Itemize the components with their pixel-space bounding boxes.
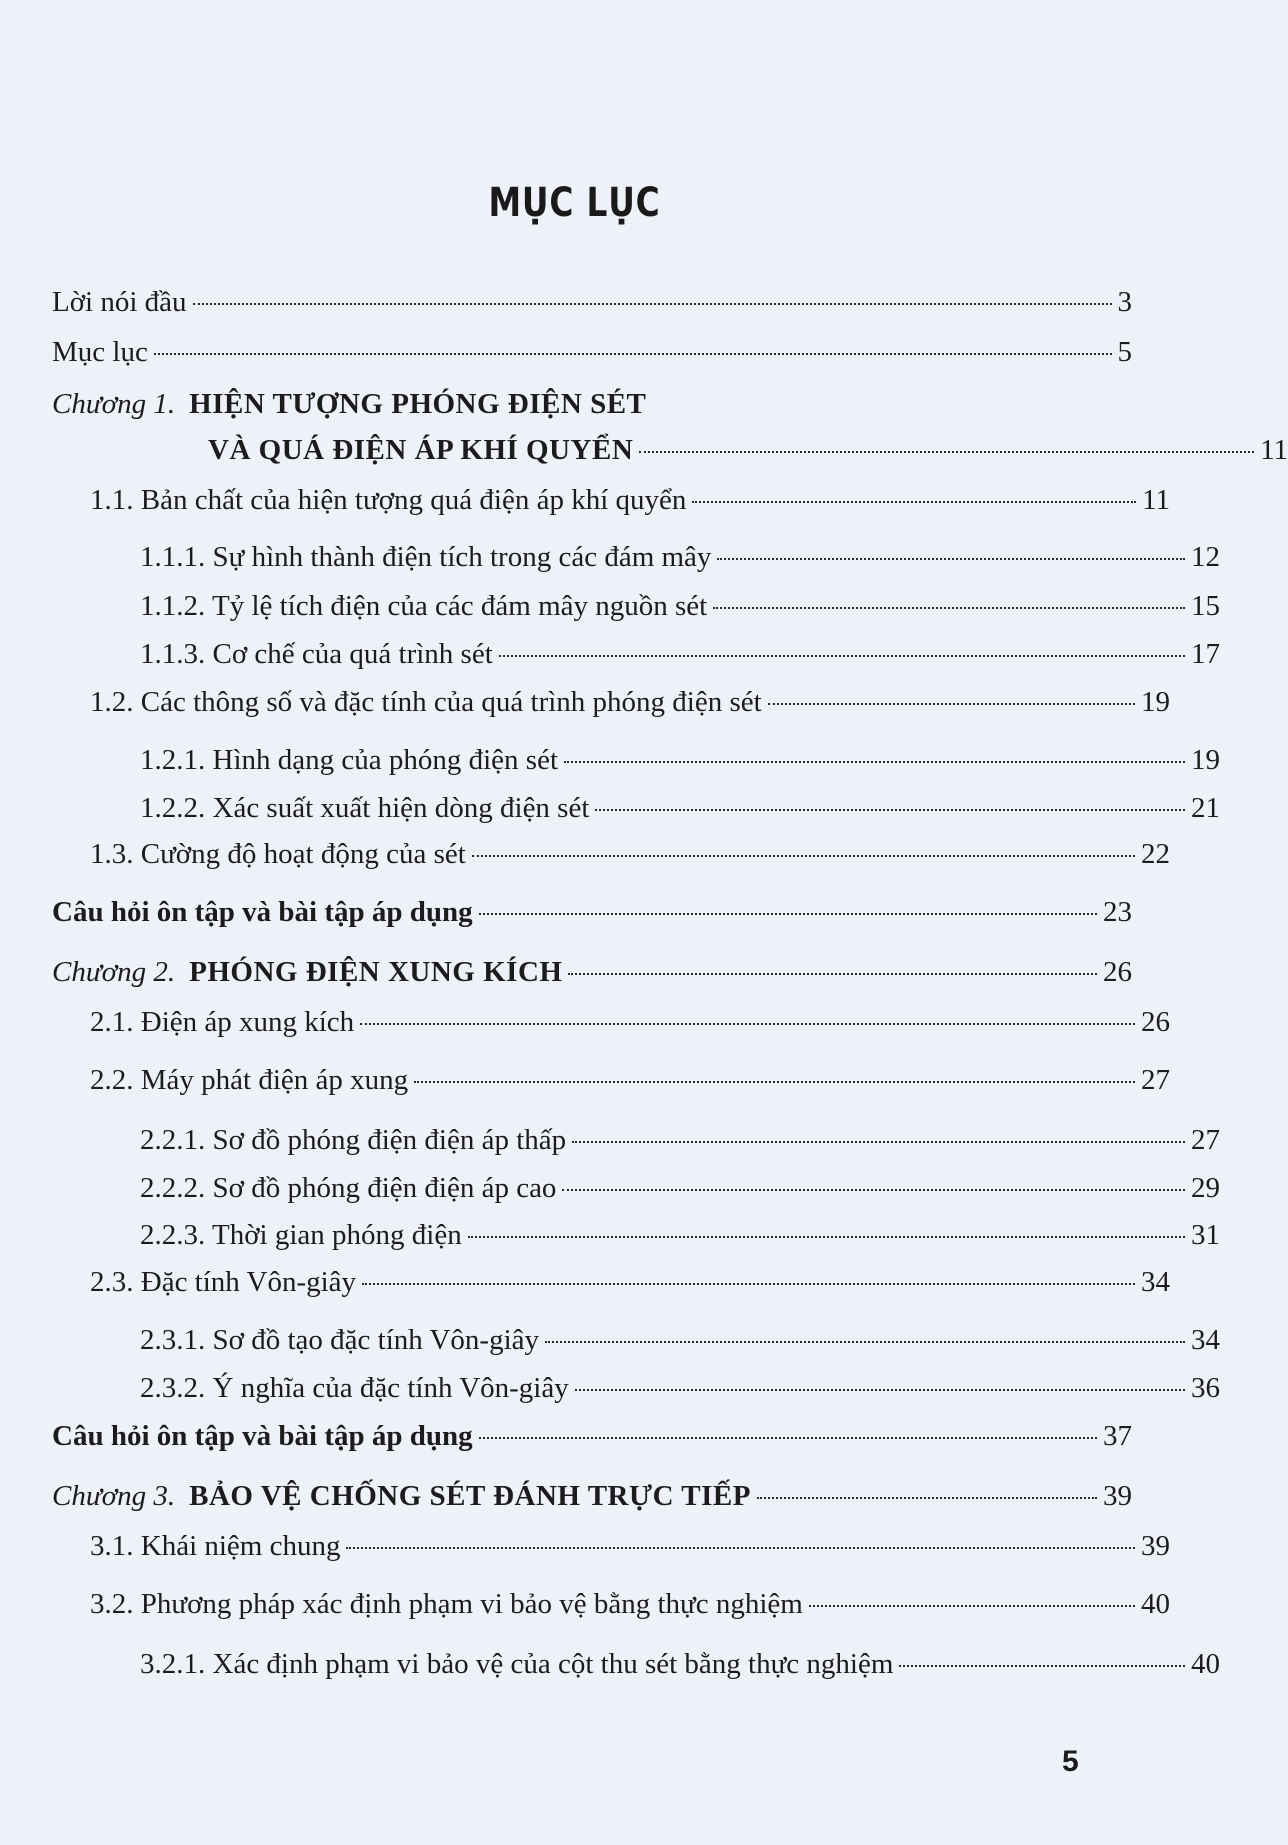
toc-page-number: 17 xyxy=(1191,638,1220,670)
dot-leader xyxy=(193,303,1112,305)
dot-leader xyxy=(479,913,1097,915)
toc-entry xyxy=(0,836,1170,872)
toc-page-number: 27 xyxy=(1191,1124,1220,1156)
toc-entry-text: 3.2.1. Xác định phạm vi bảo vệ của cột thu sét bằng thực nghiệm xyxy=(140,1648,894,1680)
toc-entry xyxy=(0,1004,1170,1040)
chapter-label: Chương 3. xyxy=(52,1480,176,1512)
toc-entry-text: 2.2. Máy phát điện áp xung xyxy=(90,1064,409,1096)
toc-page-number: 15 xyxy=(1191,590,1220,622)
chapter-title: HIỆN TƯỢNG PHÓNG ĐIỆN SÉT xyxy=(189,388,647,420)
dot-leader xyxy=(899,1665,1185,1667)
dot-leader xyxy=(562,1189,1185,1191)
toc-entry xyxy=(0,1122,1220,1158)
toc-entry xyxy=(0,742,1220,778)
toc-entry-text: 1.1.3. Cơ chế của quá trình sét xyxy=(140,638,493,670)
toc-entry-text: 2.3.2. Ý nghĩa của đặc tính Vôn-giây xyxy=(140,1372,569,1404)
toc-entry-text: 2.2.3. Thời gian phóng điện xyxy=(140,1219,462,1251)
toc-chapter-heading xyxy=(0,432,1288,468)
toc-entry-text: 1.2.2. Xác suất xuất hiện dòng điện sét xyxy=(140,792,590,824)
toc-entry-text: Câu hỏi ôn tập và bài tập áp dụng xyxy=(52,1420,473,1452)
toc-page-number: 11 xyxy=(1260,434,1288,466)
toc-entry xyxy=(0,1370,1220,1406)
toc-page-number: 29 xyxy=(1191,1172,1220,1204)
chapter-label: Chương 1. xyxy=(52,388,176,420)
toc-entry-text: 2.1. Điện áp xung kích xyxy=(90,1006,355,1038)
toc-page-number: 19 xyxy=(1141,686,1170,718)
toc-entry xyxy=(0,1528,1170,1564)
toc-entry xyxy=(0,284,1132,320)
dot-leader xyxy=(499,655,1185,657)
toc-entry xyxy=(0,1646,1220,1682)
toc-page-number: 3 xyxy=(1117,286,1132,318)
toc-entry xyxy=(0,1217,1220,1253)
toc-entry-text: 2.2.2. Sơ đồ phóng điện điện áp cao xyxy=(140,1172,557,1204)
toc-entry-text: 1.3. Cường độ hoạt động của sét xyxy=(90,838,466,870)
dot-leader xyxy=(757,1497,1097,1499)
toc-page-number: 31 xyxy=(1191,1219,1220,1251)
toc-entry xyxy=(0,1062,1170,1098)
toc-entry xyxy=(0,1322,1220,1358)
dot-leader xyxy=(346,1547,1135,1549)
toc-page-number: 34 xyxy=(1141,1266,1170,1298)
toc-entry xyxy=(0,588,1220,624)
dot-leader xyxy=(564,761,1185,763)
toc-entry-text: 3.1. Khái niệm chung xyxy=(90,1530,341,1562)
toc-entry xyxy=(0,334,1132,370)
toc-page-number: 40 xyxy=(1191,1648,1220,1680)
toc-entry-text: 1.1.2. Tỷ lệ tích điện của các đám mây nguồn sét xyxy=(140,590,708,622)
dot-leader xyxy=(768,703,1135,705)
toc-entry-text: 2.2.1. Sơ đồ phóng điện điện áp thấp xyxy=(140,1124,567,1156)
toc-entry xyxy=(0,1418,1132,1454)
toc-entry-text: Mục lục xyxy=(52,336,148,368)
toc-entry xyxy=(0,636,1220,672)
dot-leader xyxy=(472,855,1135,857)
toc-chapter-heading xyxy=(0,386,1132,422)
page-number: 5 xyxy=(1062,1745,1079,1778)
toc-page-number: 26 xyxy=(1141,1006,1170,1038)
toc-page-number: 37 xyxy=(1103,1420,1132,1452)
dot-leader xyxy=(479,1437,1097,1439)
toc-entry-text: 1.2. Các thông số và đặc tính của quá trình phóng điện sét xyxy=(90,686,762,718)
dot-leader xyxy=(414,1081,1135,1083)
chapter-title: PHÓNG ĐIỆN XUNG KÍCH xyxy=(189,956,563,988)
dot-leader xyxy=(154,353,1112,355)
toc-page-number: 22 xyxy=(1141,838,1170,870)
toc-entry xyxy=(0,790,1220,826)
toc-entry xyxy=(0,684,1170,720)
toc-entry xyxy=(0,894,1132,930)
toc-page-number: 11 xyxy=(1142,484,1170,516)
dot-leader xyxy=(362,1283,1135,1285)
toc-entry xyxy=(0,1586,1170,1622)
toc-chapter-heading xyxy=(0,954,1132,990)
toc-page-number: 27 xyxy=(1141,1064,1170,1096)
dot-leader xyxy=(572,1141,1185,1143)
chapter-label: Chương 2. xyxy=(52,956,176,988)
toc-entry-text: 1.1. Bản chất của hiện tượng quá điện áp khí quyển xyxy=(90,484,687,516)
dot-leader xyxy=(692,501,1136,503)
toc-entry xyxy=(0,539,1220,575)
toc-page-number: 34 xyxy=(1191,1324,1220,1356)
toc-page-number: 39 xyxy=(1103,1480,1132,1512)
toc-chapter-heading xyxy=(0,1478,1132,1514)
toc-entry-text: Câu hỏi ôn tập và bài tập áp dụng xyxy=(52,896,473,928)
toc-page-number: 26 xyxy=(1103,956,1132,988)
toc-page-number: 36 xyxy=(1191,1372,1220,1404)
dot-leader xyxy=(713,607,1185,609)
toc-entry-text: 2.3. Đặc tính Vôn-giây xyxy=(90,1266,357,1298)
dot-leader xyxy=(568,973,1097,975)
dot-leader xyxy=(545,1341,1185,1343)
toc-page-number: 19 xyxy=(1191,744,1220,776)
toc-page-number: 12 xyxy=(1191,541,1220,573)
toc-page-number: 5 xyxy=(1117,336,1132,368)
dot-leader xyxy=(575,1389,1185,1391)
dot-leader xyxy=(717,558,1185,560)
toc-page-number: 40 xyxy=(1141,1588,1170,1620)
toc-entry-text: 1.1.1. Sự hình thành điện tích trong các đám mây xyxy=(140,541,712,573)
toc-page-number: 21 xyxy=(1191,792,1220,824)
page-title: MỤC LỤC xyxy=(488,180,661,226)
toc-page-number: 23 xyxy=(1103,896,1132,928)
toc-entry-text: Lời nói đầu xyxy=(52,286,187,318)
dot-leader xyxy=(639,451,1254,453)
dot-leader xyxy=(809,1605,1135,1607)
dot-leader xyxy=(595,809,1185,811)
toc-entry xyxy=(0,1264,1170,1300)
toc-entry xyxy=(0,1170,1220,1206)
chapter-title: BẢO VỆ CHỐNG SÉT ĐÁNH TRỰC TIẾP xyxy=(189,1480,751,1512)
dot-leader xyxy=(468,1236,1185,1238)
dot-leader xyxy=(360,1023,1135,1025)
chapter-title: VÀ QUÁ ĐIỆN ÁP KHÍ QUYỂN xyxy=(208,434,634,466)
toc-page-number: 39 xyxy=(1141,1530,1170,1562)
toc-entry xyxy=(0,482,1170,518)
toc-entry-text: 2.3.1. Sơ đồ tạo đặc tính Vôn-giây xyxy=(140,1324,540,1356)
toc-entry-text: 1.2.1. Hình dạng của phóng điện sét xyxy=(140,744,559,776)
toc-entry-text: 3.2. Phương pháp xác định phạm vi bảo vệ bằng thực nghiệm xyxy=(90,1588,803,1620)
